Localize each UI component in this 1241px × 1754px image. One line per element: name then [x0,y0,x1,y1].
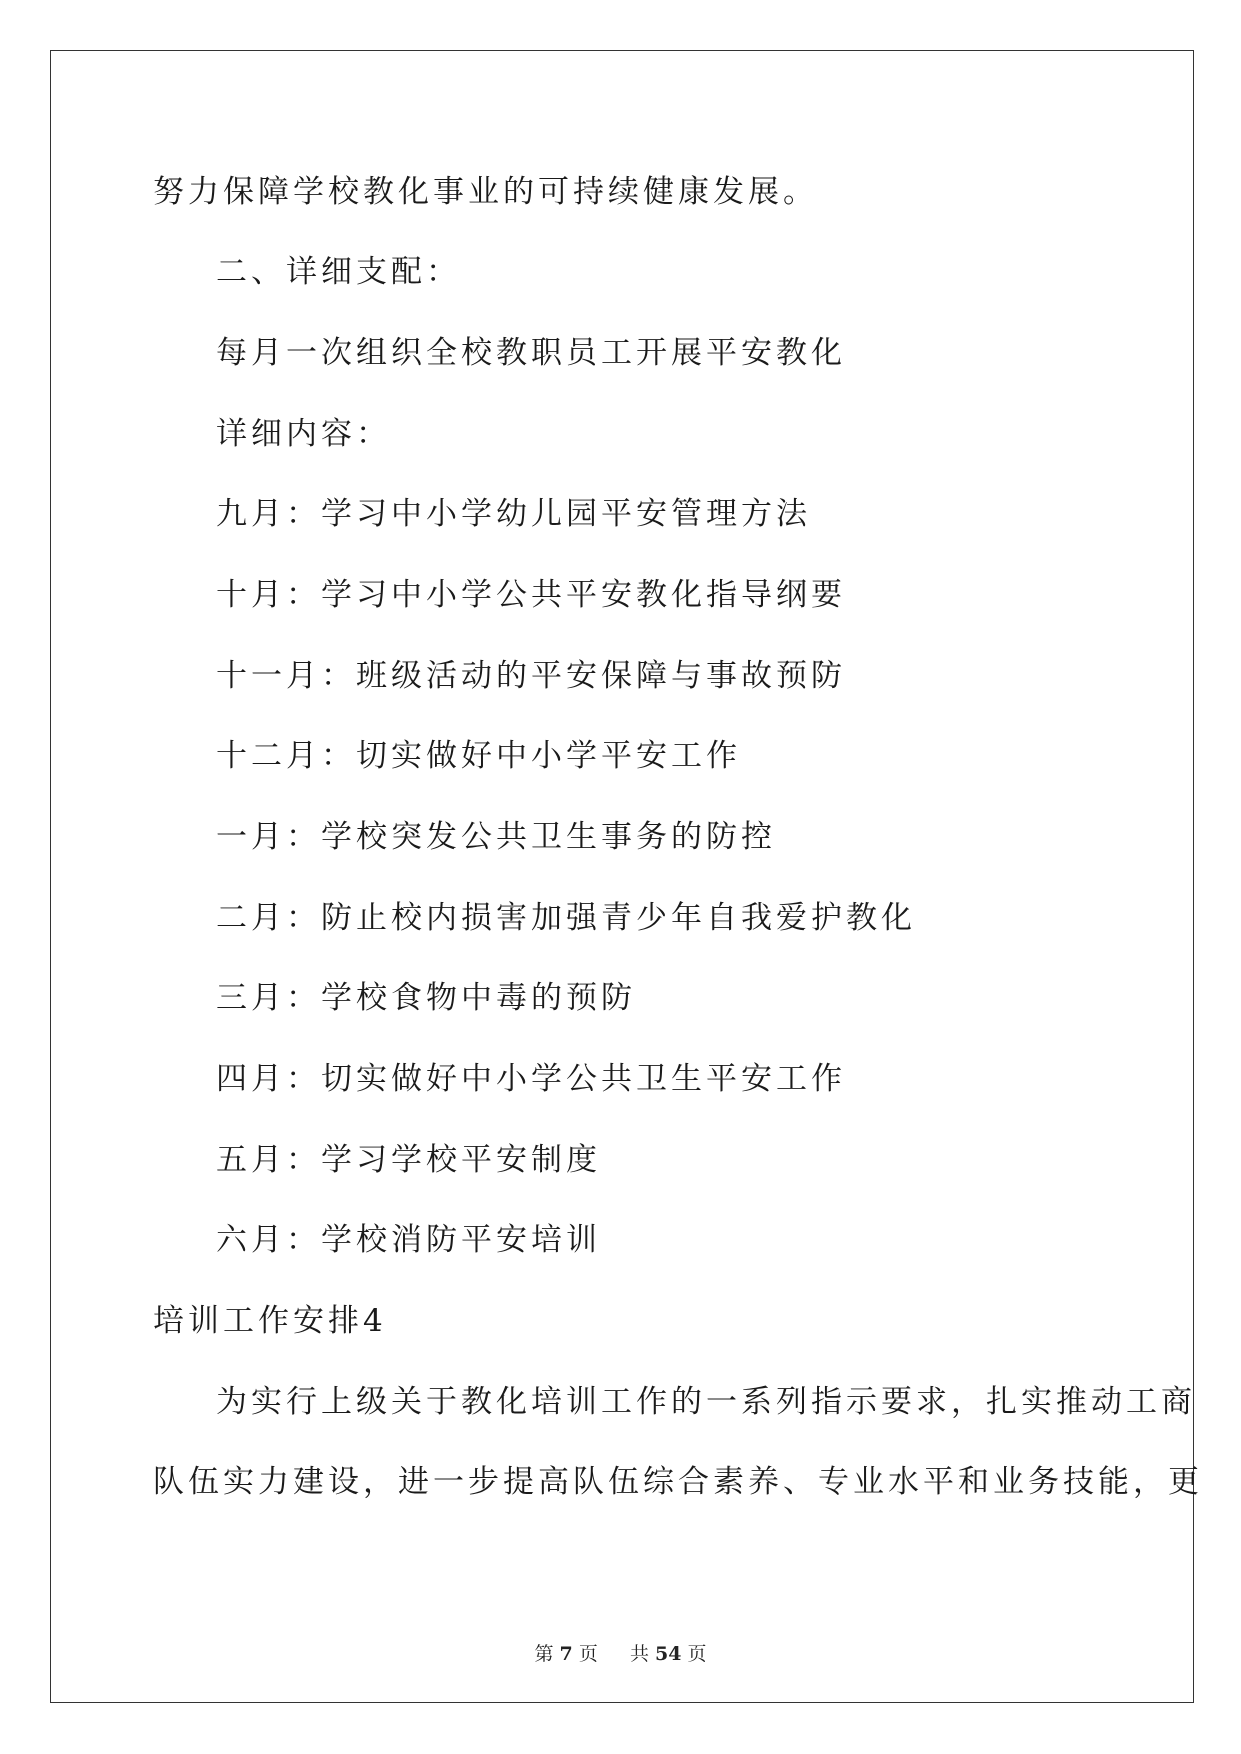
page-border [50,50,1194,1703]
section-title: 培训工作安排4 [153,1303,387,1339]
list-item: 六月：学校消防平安培训 [216,1222,601,1258]
list-item: 二月：防止校内损害加强青少年自我爱护教化 [216,900,916,936]
total-prefix: 共 [629,1643,649,1665]
current-page-number: 7 [559,1643,573,1665]
list-item: 三月：学校食物中毒的预防 [216,980,636,1016]
list-item: 十二月：切实做好中小学平安工作 [216,738,741,774]
paragraph-line: 详细内容： [216,416,391,452]
list-item: 四月：切实做好中小学公共卫生平安工作 [216,1061,846,1097]
page-prefix: 第 [534,1643,554,1665]
page-footer [0,1642,1241,1666]
paragraph-line: 为实行上级关于教化培训工作的一系列指示要求，扎实推动工商 [216,1384,1196,1420]
page-unit: 页 [578,1643,598,1665]
paragraph-line: 每月一次组织全校教职员工开展平安教化 [216,335,846,371]
list-item: 十一月：班级活动的平安保障与事故预防 [216,658,846,694]
list-item: 九月：学习中小学幼儿园平安管理方法 [216,496,811,532]
paragraph-line: 队伍实力建设，进一步提高队伍综合素养、专业水平和业务技能，更 [153,1464,1203,1500]
paragraph-line: 努力保障学校教化事业的可持续健康发展。 [153,174,818,210]
list-item: 十月：学习中小学公共平安教化指导纲要 [216,577,846,613]
list-item: 一月：学校突发公共卫生事务的防控 [216,819,776,855]
total-page-number: 54 [655,1643,682,1665]
list-item: 五月：学习学校平安制度 [216,1142,601,1178]
total-unit: 页 [687,1643,707,1665]
section-heading: 二、详细支配： [216,254,461,290]
